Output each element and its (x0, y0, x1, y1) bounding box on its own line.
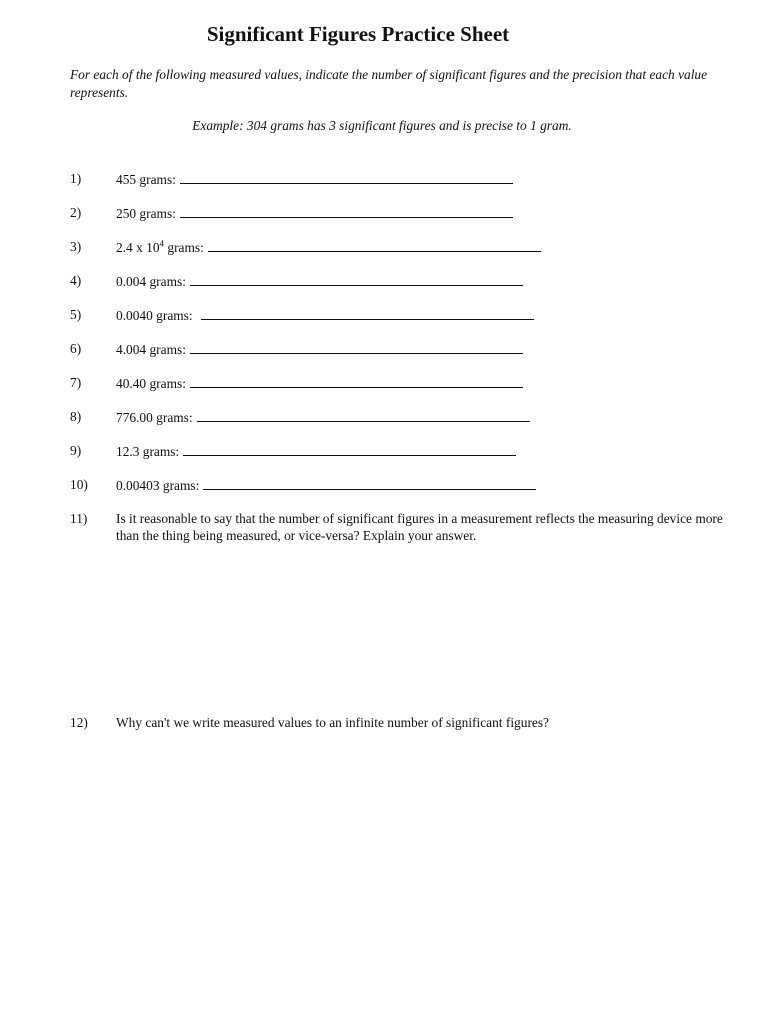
question-label-exponent: 4 (159, 238, 165, 249)
answer-line[interactable] (197, 408, 530, 422)
question-number: 10) (70, 477, 88, 492)
question-label: 12.3 grams: (116, 444, 180, 459)
question-number: 11) (70, 511, 88, 526)
question-label: 455 grams: (116, 172, 176, 187)
question-label: 40.40 grams: (116, 376, 186, 391)
question-number: 4) (70, 273, 82, 288)
question-number: 12) (70, 715, 88, 730)
question-label: 776.00 grams: (116, 410, 193, 425)
answer-line[interactable] (190, 340, 523, 354)
answer-line[interactable] (180, 170, 513, 184)
question-number: 1) (70, 171, 82, 186)
answer-line[interactable] (180, 204, 513, 218)
question-label-unit: grams: (164, 240, 204, 255)
answer-line[interactable] (190, 374, 523, 388)
example-text: Example: 304 grams has 3 significant figures and is precise to 1 gram. (192, 118, 572, 133)
question-number: 9) (70, 443, 82, 458)
question-number: 6) (70, 341, 82, 356)
question-text: Is it reasonable to say that the number of significant figures in a measurement reflects the measuring device more than the thing being measured, or vice-versa? Explain your answer. (116, 511, 723, 543)
question-label: 4.004 grams: (116, 342, 186, 357)
question-number: 3) (70, 239, 82, 254)
question-number: 8) (70, 409, 82, 424)
question-text: Why can't we write measured values to an infinite number of significant figures? (116, 715, 549, 730)
answer-line[interactable] (183, 442, 516, 456)
question-label: 0.0040 grams: (116, 308, 193, 323)
answer-line[interactable] (208, 238, 541, 252)
page-title: Significant Figures Practice Sheet (206, 22, 510, 46)
question-label: 250 grams: (116, 206, 176, 221)
answer-line[interactable] (203, 476, 536, 490)
question-label: 0.004 grams: (116, 274, 186, 289)
question-number: 5) (70, 307, 82, 322)
answer-line[interactable] (201, 306, 534, 320)
question-number: 7) (70, 375, 82, 390)
question-label: 0.00403 grams: (116, 478, 200, 493)
answer-line[interactable] (190, 272, 523, 286)
question-label-base: 2.4 x 10 (116, 240, 160, 255)
question-number: 2) (70, 205, 82, 220)
instructions-text: For each of the following measured values, indicate the number of significant figures and the precision that each value represents. (70, 67, 708, 100)
